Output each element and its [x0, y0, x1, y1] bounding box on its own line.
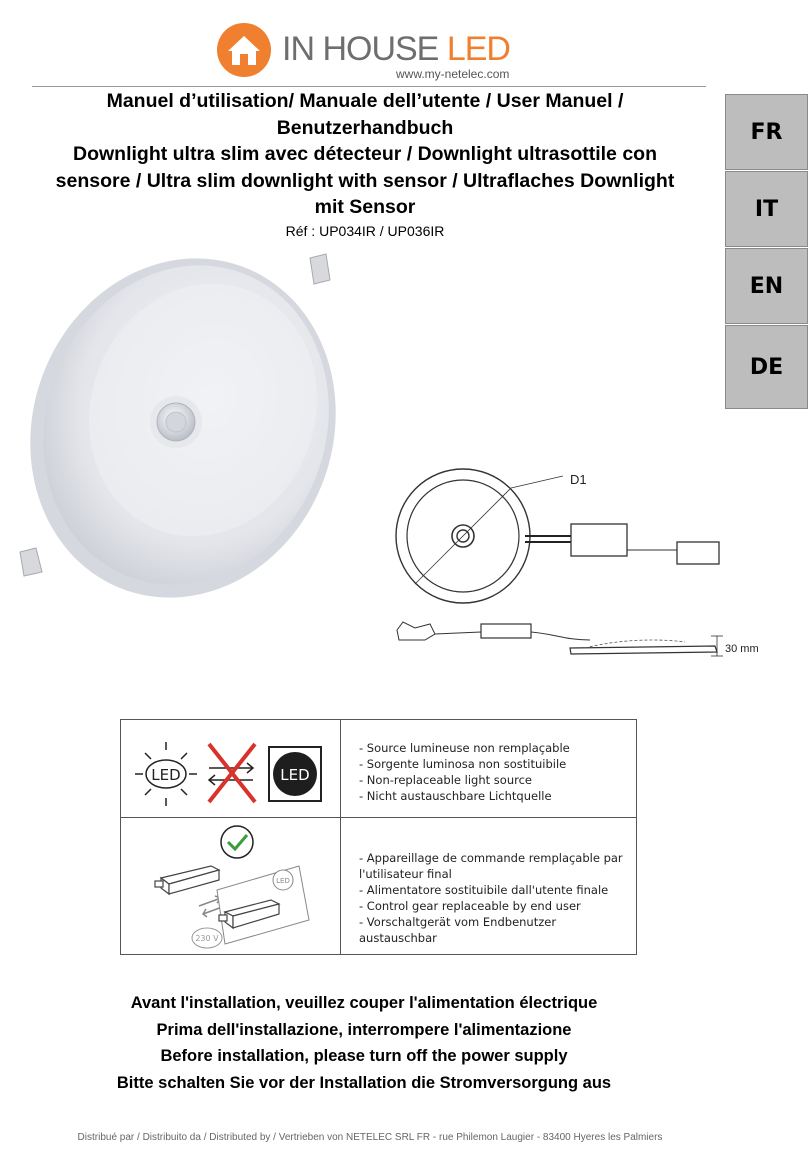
warning-line-en: Before installation, please turn off the power supply — [160, 1047, 568, 1065]
distributor-footer: Distribué par / Distribuito da / Distributed by / Vertrieben von NETELEC SRL FR - rue Philemon Laugier - 83400 Hyeres les Palmiers — [77, 1132, 663, 1143]
house-logo-icon — [216, 22, 272, 78]
title-line-3: Downlight ultra slim avec détecteur / Downlight ultrasottile con — [73, 143, 657, 165]
led-label: LED — [276, 877, 290, 885]
check-circle-icon — [221, 826, 253, 858]
brand-name: IN HOUSE LED — [282, 30, 510, 68]
control-gear-icons — [121, 818, 341, 954]
title-line-2: Benutzerhandbuch — [276, 116, 454, 139]
height-label: 30 mm — [725, 643, 759, 655]
table-row — [121, 818, 636, 954]
title-line-5: mit Sensor — [314, 196, 416, 218]
light-source-icons — [121, 720, 341, 817]
title-line-1: Manuel d’utilisation/ Manuale dell’utente / User Manuel / — [106, 90, 624, 112]
led-label: LED — [151, 766, 181, 784]
website-url: www.my-netelec.com — [396, 67, 510, 81]
header-divider — [32, 86, 706, 87]
row1-text: - Source lumineuse non remplaçable - Sorgente luminosa non sostituibile - Non-replaceable light source - Nicht austauschbare Lichtquelle — [359, 741, 570, 803]
document-title — [30, 88, 700, 239]
driver-icon — [155, 866, 219, 894]
lang-tab-fr[interactable]: FR — [725, 94, 808, 170]
title-line-4: sensore / Ultra slim downlight with sensor / Ultraflaches Downlight — [55, 169, 675, 192]
lang-tab-it[interactable]: IT — [725, 171, 808, 247]
dimension-drawing-svg — [385, 462, 765, 667]
warning-line-it: Prima dell'installazione, interrompere l'alimentazione — [156, 1020, 572, 1039]
dimension-label-d1: D1 — [570, 472, 587, 487]
lang-tab-de[interactable]: DE — [725, 325, 808, 409]
safety-warnings — [40, 990, 688, 1096]
technical-drawing — [385, 462, 765, 667]
row2-text: - Appareillage de commande remplaçable par l'utilisateur final - Alimentatore sostituibile dall'utente finale - Control gear replaceable by end user - Vorschaltgerät vom Endbenutzer austauschbar — [359, 851, 623, 945]
voltage-label: 230 V — [195, 934, 219, 943]
led-label: LED — [280, 766, 310, 784]
product-photo — [18, 250, 348, 605]
lang-tab-en[interactable]: EN — [725, 248, 808, 324]
product-reference: Réf : UP034IR / UP036IR — [285, 222, 445, 239]
warning-line-fr: Avant l'installation, veuillez couper l'alimentation électrique — [130, 994, 598, 1012]
warning-line-de: Bitte schalten Sie vor der Installation die Stromversorgung aus — [116, 1073, 612, 1092]
info-table — [120, 719, 637, 955]
table-row — [121, 720, 636, 818]
